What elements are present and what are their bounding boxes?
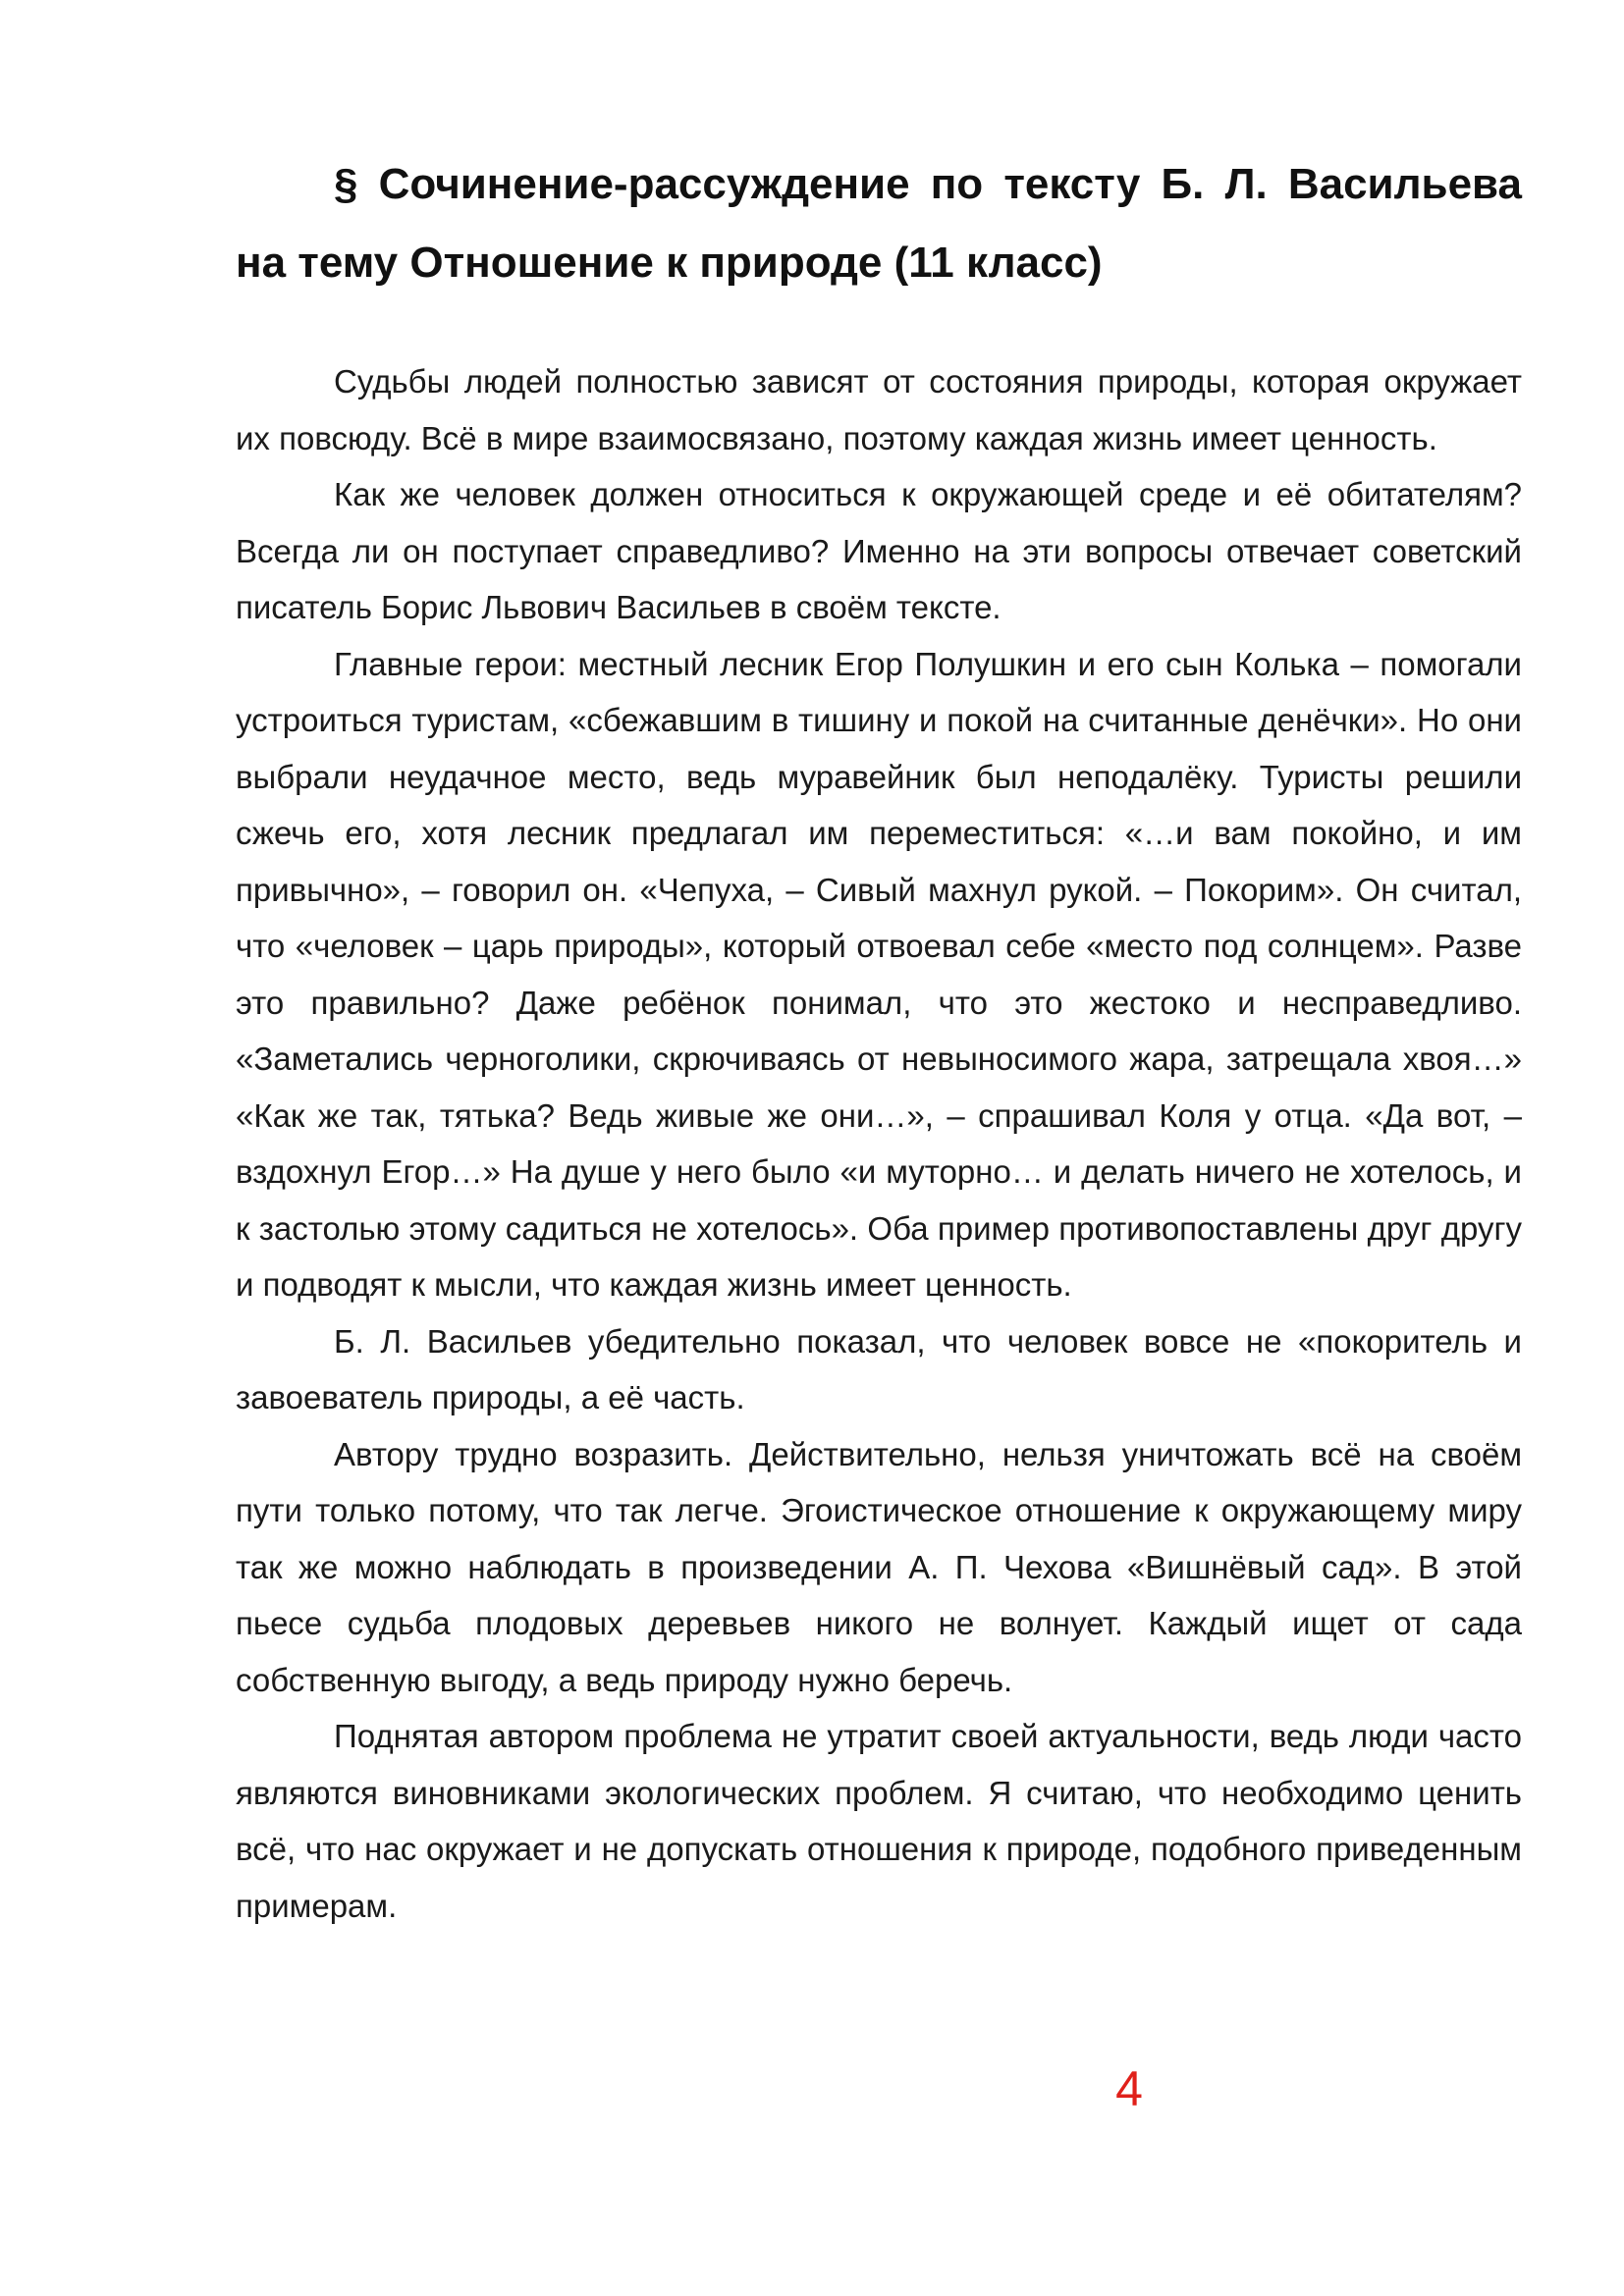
document-title: § Сочинение-рассуждение по тексту Б. Л. Васильева на тему Отношение к природе (11 класс) [236,160,1522,287]
paragraph-6: Поднятая автором проблема не утратит своей актуальности, ведь люди часто являются виновниками экологических проблем. Я считаю, что необходимо ценить всё, что нас окружает и не допускать отношения к природе, подобного приведенным примерам. [236,1718,1522,1924]
paragraph-5: Автору трудно возразить. Действительно, нельзя уничтожать всё на своём пути только потому, что так легче. Эгоистическое отношение к окружающему миру так же можно наблюдать в произведении А. П. Чехова «Вишнёвый сад». В этой пьесе судьба плодовых деревьев никого не волнует. Каждый ищет от сада собственную выгоду, а ведь природу нужно беречь. [236,1435,1522,1698]
document-body [236,353,1522,1934]
document-content [236,145,1522,1934]
paragraph-1: Судьбы людей полностью зависят от состояния природы, которая окружает их повсюду. Всё в мире взаимосвязано, поэтому каждая жизнь имеет ценность. [236,363,1522,456]
paragraph-3: Главные герои: местный лесник Егор Полушкин и его сын Колька – помогали устроиться туристам, «сбежавшим в тишину и покой на считанные денёчки». Но они выбрали неудачное место, ведь муравейник был неподалёку. Туристы решили сжечь его, хотя лесник предлагал им переместиться: «…и вам покойно, и им привычно», – говорил он. «Чепуха, – Сивый махнул рукой. – Покорим». Он считал, что «человек – царь природы», который отвоевал себе «место под солнцем». Разве это правильно? Даже ребёнок понимал, что это жестоко и несправедливо. «Заметались черноголики, скрючиваясь от невыносимого жара, затрещала хвоя…» «Как же так, тятька? Ведь живые же они…», – спрашивал Коля у отца. «Да вот, – вздохнул Егор…» На душе у него было «и муторно… и делать ничего не хотелось, и к застолью этому садиться не хотелось». Оба пример противопоставлены друг другу и подводят к мысли, что каждая жизнь имеет ценность. [236,645,1522,1303]
paragraph-4: Б. Л. Васильев убедительно показал, что человек вовсе не «покоритель и завоеватель природы, а её часть. [236,1322,1522,1415]
page-number: 4 [1115,2061,1143,2116]
paragraph-2: Как же человек должен относиться к окружающей среде и её обитателям? Всегда ли он поступает справедливо? Именно на эти вопросы отвечает советский писатель Борис Львович Васильев в своём тексте. [236,476,1522,625]
